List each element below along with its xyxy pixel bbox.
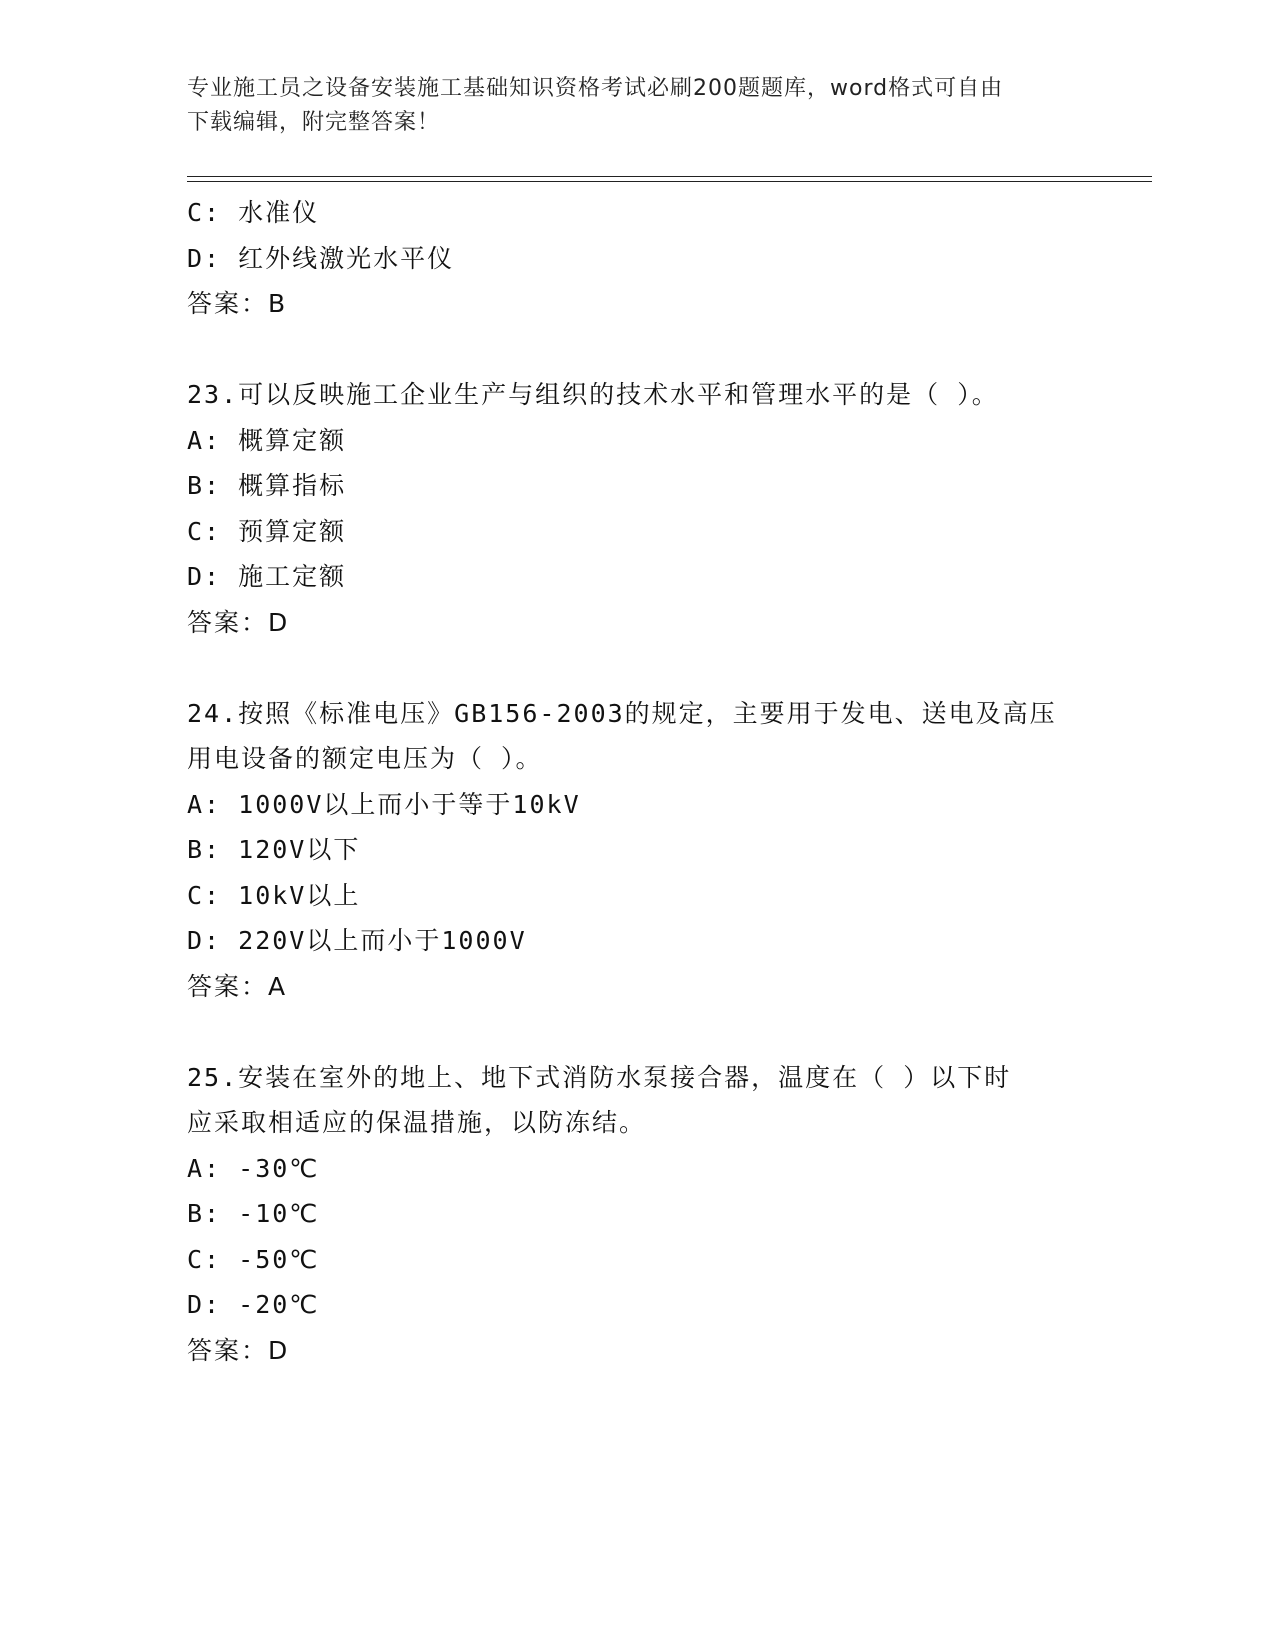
- option-a: A: 概算定额: [187, 425, 347, 455]
- option-d: D: 220V以上而小于1000V: [187, 926, 527, 955]
- option-c: C: 10kV以上: [187, 880, 361, 910]
- option-c: C: -50℃: [187, 1244, 320, 1274]
- option-a: A: 1000V以上而小于等于10kV: [187, 789, 581, 819]
- option-b: B: 概算指标: [187, 471, 347, 500]
- document-header: [187, 72, 1067, 140]
- header-divider-top: [187, 176, 1152, 177]
- question-text-line-2: 应采取相适应的保温措施，以防冻结。: [187, 1108, 647, 1137]
- header-line-1: 专业施工员之设备安装施工基础知识资格考试必刷200题题库，word格式可自由: [187, 76, 1004, 101]
- answer-line: 答案：D: [187, 1335, 290, 1365]
- option-d: D: -20℃: [187, 1290, 320, 1319]
- answer-line: 答案：D: [187, 607, 290, 637]
- answer-line: 答案：A: [187, 971, 288, 1001]
- option-d: D: 红外线激光水平仪: [187, 243, 455, 273]
- option-b: B: -10℃: [187, 1199, 320, 1228]
- question-25: [187, 1055, 1127, 1374]
- question-24: [187, 691, 1127, 1010]
- question-text-line-1: 25.安装在室外的地上、地下式消防水泵接合器，温度在（ ）以下时: [187, 1062, 1012, 1092]
- option-c: C: 水准仪: [187, 198, 320, 227]
- option-b: B: 120V以下: [187, 835, 361, 864]
- option-c: C: 预算定额: [187, 516, 347, 546]
- spacer: [187, 645, 1127, 691]
- header-divider-bottom: [187, 181, 1152, 182]
- question-text-line-2: 用电设备的额定电压为（ ）。: [187, 744, 543, 773]
- option-a: A: -30℃: [187, 1153, 320, 1183]
- question-22-tail: [187, 190, 1127, 327]
- option-d: D: 施工定额: [187, 562, 347, 591]
- question-text: 23.可以反映施工企业生产与组织的技术水平和管理水平的是（ ）。: [187, 380, 999, 409]
- spacer: [187, 1009, 1127, 1055]
- answer-line: 答案：B: [187, 289, 288, 318]
- question-list: [187, 190, 1127, 1373]
- question-text-line-1: 24.按照《标准电压》GB156-2003的规定，主要用于发电、送电及高压: [187, 698, 1057, 728]
- spacer: [187, 327, 1127, 373]
- header-line-2: 下载编辑，附完整答案！: [187, 110, 441, 135]
- question-23: [187, 372, 1127, 645]
